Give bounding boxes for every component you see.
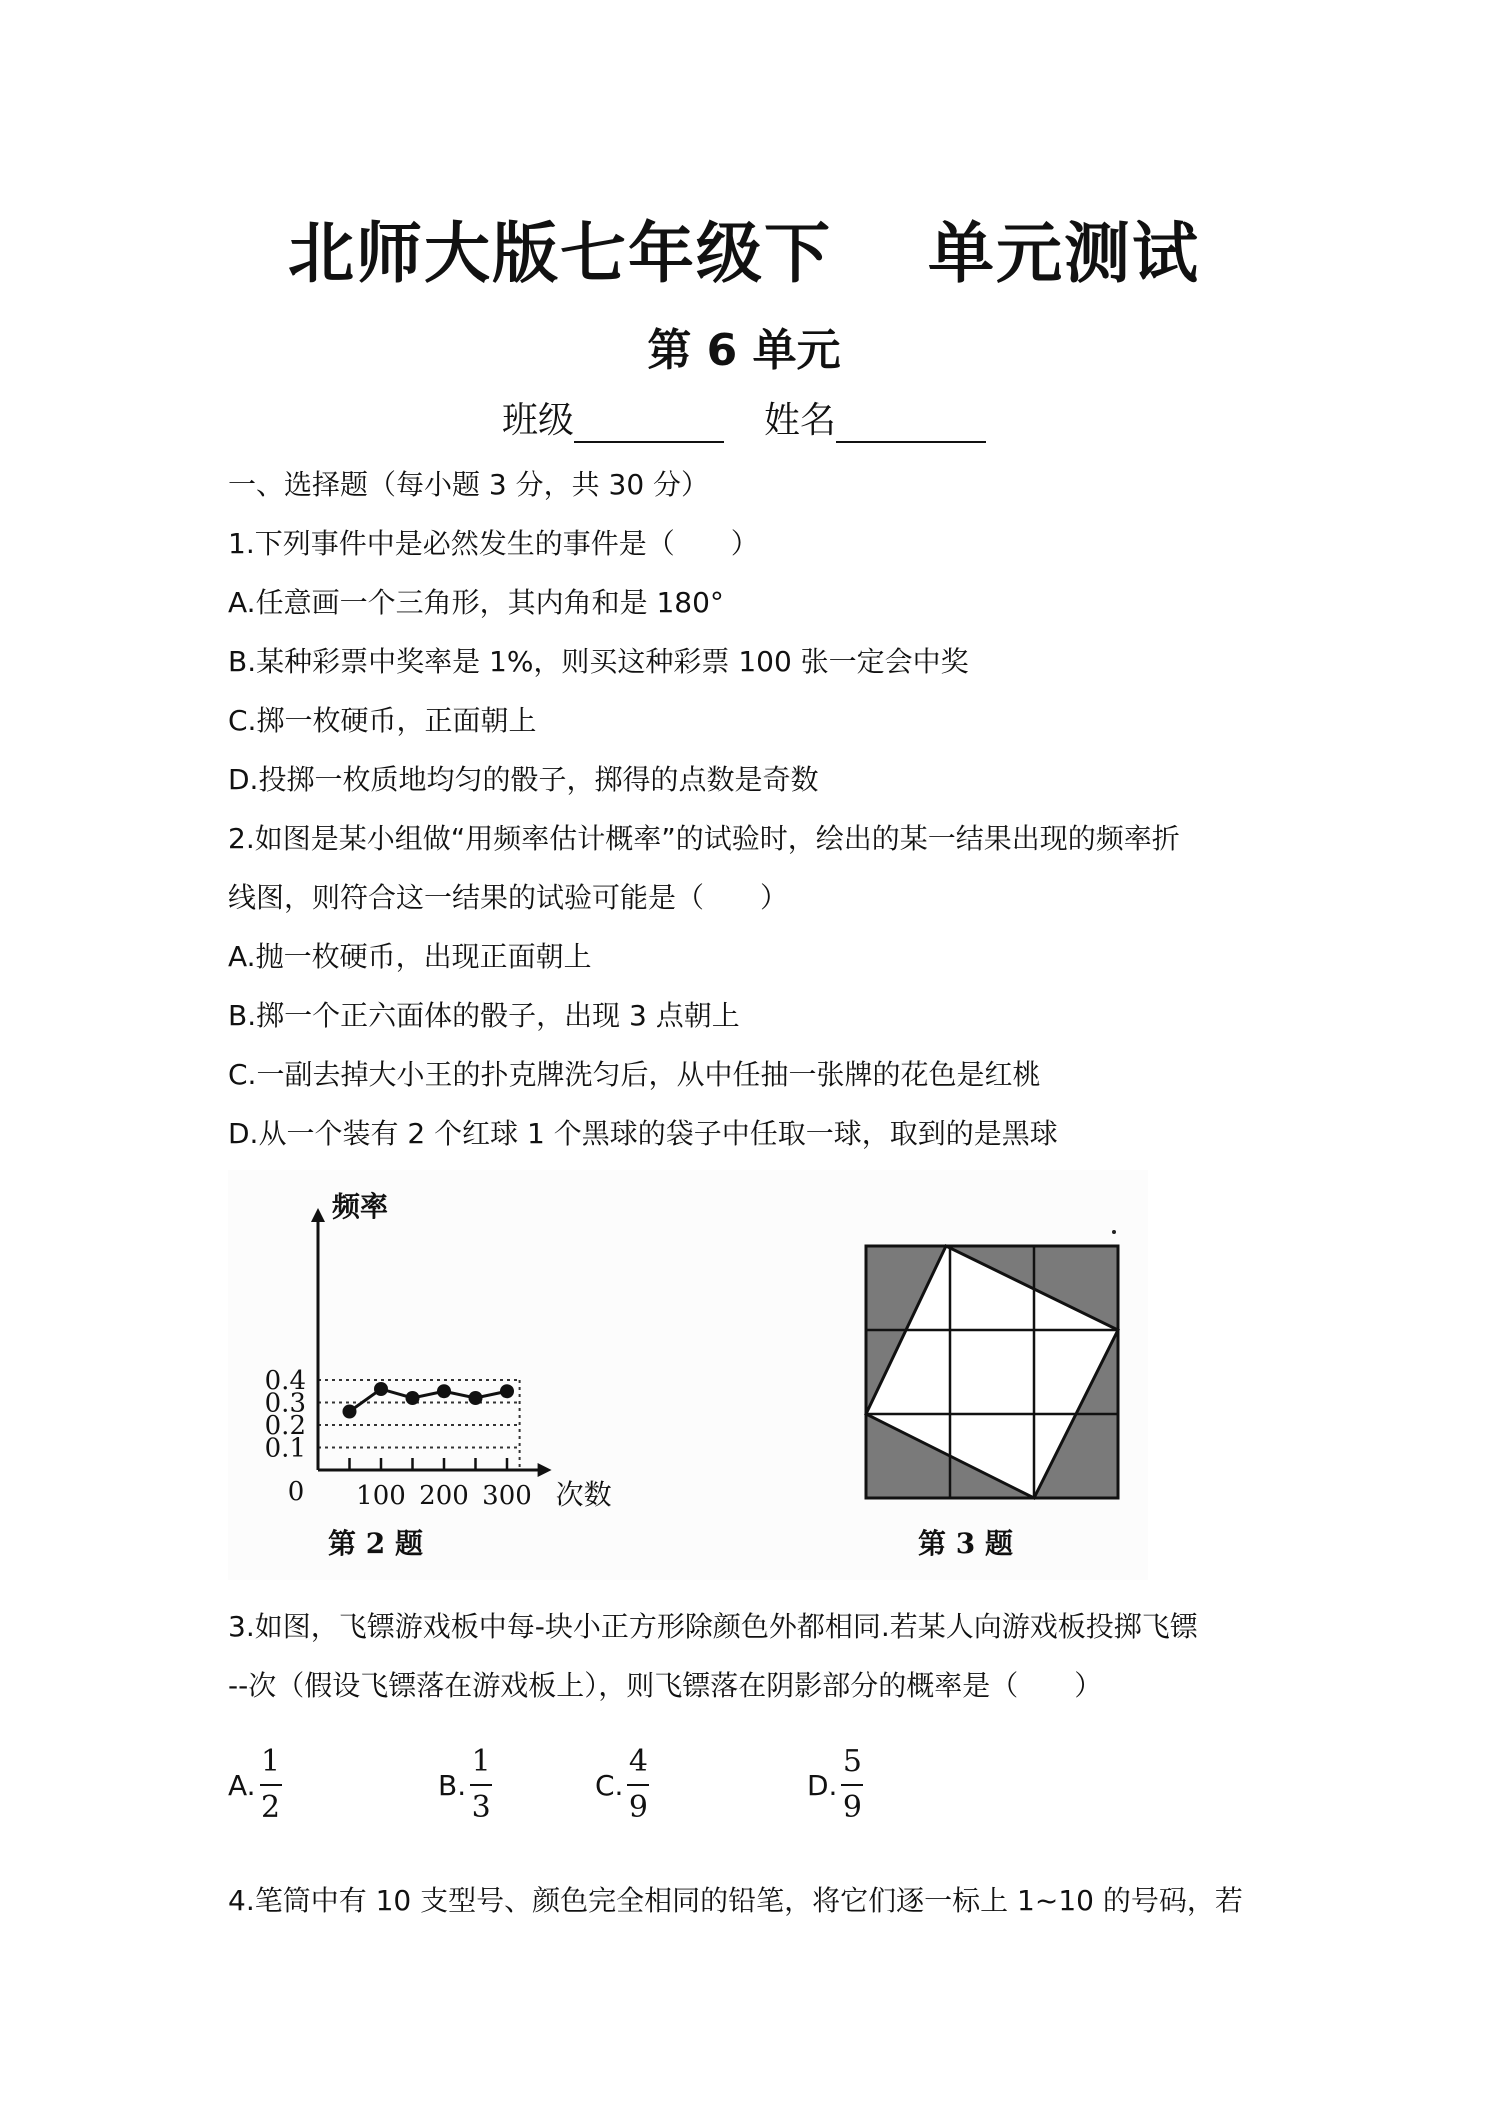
q2-option-b: B.掷一个正六面体的骰子，出现 3 点朝上 xyxy=(228,999,740,1032)
class-blank[interactable] xyxy=(574,401,724,443)
option-label: A. xyxy=(228,1768,256,1802)
x-tick-label: 100 xyxy=(356,1481,406,1511)
y-tick-label: 0.3 xyxy=(264,1388,306,1419)
title-part-2: 单元测试 xyxy=(928,215,1200,292)
x-tick-label: 300 xyxy=(482,1481,532,1511)
x-tick-label: 200 xyxy=(419,1481,469,1511)
option-label: D. xyxy=(807,1768,838,1802)
q1-option-b: B.某种彩票中奖率是 1%，则买这种彩票 100 张一定会中奖 xyxy=(228,645,969,678)
y-axis-label: 频率 xyxy=(332,1190,389,1223)
title-part-1: 北师大版七年级下 xyxy=(288,215,832,292)
name-blank[interactable] xyxy=(836,401,986,443)
data-point xyxy=(437,1384,451,1398)
q3-option-d xyxy=(807,1740,863,1830)
name-label: 姓名 xyxy=(764,400,837,441)
fraction xyxy=(841,1744,863,1826)
q2-stem-line2: 线图，则符合这一结果的试验可能是（ ） xyxy=(228,881,789,914)
origin-label: 0 xyxy=(287,1477,305,1507)
q1-option-d: D.投掷一枚质地均匀的骰子，掷得的点数是奇数 xyxy=(228,763,819,796)
figures-panel xyxy=(228,1170,1148,1580)
denominator: 3 xyxy=(471,1790,491,1825)
q1-stem: 1.下列事件中是必然发生的事件是（ ） xyxy=(228,527,759,560)
q3-stem-line2: --次（假设飞镖落在游戏板上），则飞镖落在阴影部分的概率是（ ） xyxy=(228,1669,1103,1702)
frequency-line xyxy=(350,1389,508,1412)
numerator: 1 xyxy=(261,1744,281,1779)
y-axis-arrow xyxy=(311,1208,325,1222)
student-info xyxy=(0,392,1488,443)
option-label: B. xyxy=(438,1768,467,1802)
dartboard-dot xyxy=(1112,1230,1116,1234)
q3-stem-line1: 3.如图，飞镖游戏板中每-块小正方形除颜色外都相同.若某人向游戏板投掷飞镖 xyxy=(228,1610,1198,1643)
denominator: 9 xyxy=(842,1790,863,1825)
data-point xyxy=(343,1405,357,1419)
data-point xyxy=(406,1391,420,1405)
q1-option-a: A.任意画一个三角形，其内角和是 180° xyxy=(228,586,724,619)
numerator: 5 xyxy=(842,1744,863,1779)
q2-stem-line1: 2.如图是某小组做“用频率估计概率”的试验时，绘出的某一结果出现的频率折 xyxy=(228,822,1180,855)
q2-option-d: D.从一个装有 2 个红球 1 个黑球的袋子中任取一球，取到的是黑球 xyxy=(228,1117,1058,1150)
figure-2-caption: 第 2 题 xyxy=(328,1527,423,1560)
q4-stem-line1: 4.笔筒中有 10 支型号、颜色完全相同的铅笔，将它们逐一标上 1~10 的号码，若 xyxy=(228,1884,1243,1917)
y-tick-label: 0.1 xyxy=(264,1433,306,1464)
data-point xyxy=(469,1391,483,1405)
denominator: 9 xyxy=(628,1790,648,1825)
x-axis-arrow xyxy=(538,1463,552,1477)
page-title xyxy=(0,200,1488,295)
q2-option-c: C.一副去掉大小王的扑克牌洗匀后，从中任抽一张牌的花色是红桃 xyxy=(228,1058,1041,1091)
unit-subtitle: 第 6 单元 xyxy=(647,325,841,376)
class-label: 班级 xyxy=(501,400,574,441)
y-tick-label: 0.4 xyxy=(264,1366,306,1396)
option-label: C. xyxy=(595,1768,624,1802)
section-heading: 一、选择题（每小题 3 分，共 30 分） xyxy=(228,468,710,501)
y-tick-label: 0.2 xyxy=(264,1411,306,1441)
fraction xyxy=(470,1744,492,1826)
numerator: 4 xyxy=(628,1744,648,1779)
q2-option-a: A.抛一枚硬币，出现正面朝上 xyxy=(228,940,592,973)
q1-option-c: C.掷一枚硬币，正面朝上 xyxy=(228,704,537,737)
fraction xyxy=(260,1744,282,1826)
figure-3-caption: 第 3 题 xyxy=(918,1527,1013,1560)
denominator: 2 xyxy=(261,1790,281,1825)
data-point xyxy=(500,1384,514,1398)
data-point xyxy=(374,1382,388,1396)
frequency-line-chart xyxy=(228,1170,668,1530)
q3-option-c xyxy=(595,1740,649,1830)
x-axis-label: 次数 xyxy=(555,1478,612,1511)
q3-option-b xyxy=(438,1740,492,1830)
numerator: 1 xyxy=(471,1744,491,1779)
dartboard-figure xyxy=(836,1220,1126,1510)
q3-option-a xyxy=(228,1740,282,1830)
fraction xyxy=(627,1744,649,1826)
